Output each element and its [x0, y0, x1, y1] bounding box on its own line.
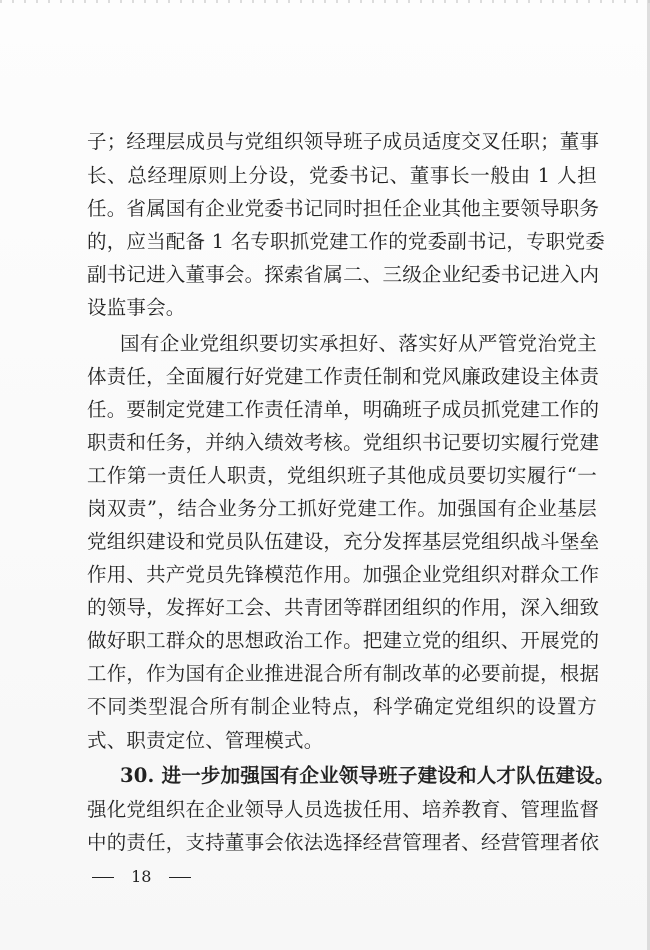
text-line: 中的责任，支持董事会依法选择经营管理者、经营管理者依: [87, 831, 600, 854]
text-line: 副书记进入董事会。探索省属二、三级企业纪委书记进入内: [87, 263, 600, 286]
text-line: 的，应当配备 1 名专职抓党建工作的党委副书记，专职党委: [87, 230, 605, 253]
text-line: 式、职责定位、管理模式。: [87, 729, 324, 752]
text-line: 工作，作为国有企业推进混合所有制改革的必要前提，根据: [87, 662, 600, 685]
text-line: 的领导，发挥好工会、共青团等群团组织的作用，深入细致: [87, 596, 600, 619]
text-line: 党组织建设和党员队伍建设，充分发挥基层党组织战斗堡垒: [87, 530, 600, 553]
text-line: 不同类型混合所有制企业特点，科学确定党组织的设置方: [87, 695, 597, 718]
section-heading-line: 30. 进一步加强国有企业领导班子建设和人才队伍建设。: [120, 764, 615, 787]
page-number: 18: [131, 867, 152, 886]
page-number-footer: [92, 865, 191, 889]
text-line: 任。省属国有企业党委书记同时担任企业其他主要领导职务: [87, 197, 600, 220]
text-line: 工作第一责任人职责，党组织班子其他成员要切实履行“一: [87, 464, 597, 487]
text-line: 作用、共产党员先锋模范作用。加强企业党组织对群众工作: [87, 563, 600, 586]
text-line: 任。要制定党建工作责任清单，明确班子成员抓党建工作的: [87, 398, 600, 421]
text-line: 做好职工群众的思想政治工作。把建立党的组织、开展党的: [87, 629, 600, 652]
text-line: 长、总经理原则上分设，党委书记、董事长一般由 1 人担: [87, 164, 597, 187]
text-line: 职责和任务，并纳入绩效考核。党组织书记要切实履行党建: [87, 431, 600, 454]
text-line: 强化党组织在企业领导人员选拔任用、培养教育、管理监督: [87, 798, 600, 821]
text-line: 岗双责”，结合业务分工抓好党建工作。加强国有企业基层: [87, 497, 597, 520]
text-line: 体责任，全面履行好党建工作责任制和党风廉政建设主体责: [87, 365, 600, 388]
page-top-edge: [0, 0, 650, 3]
right-dash-icon: [169, 877, 191, 878]
paragraph-first-line: 国有企业党组织要切实承担好、落实好从严管党治党主: [120, 332, 597, 355]
left-dash-icon: [92, 877, 114, 878]
text-line: 设监事会。: [87, 296, 186, 319]
text-line: 子；经理层成员与党组织领导班子成员适度交叉任职；董事: [87, 130, 600, 153]
